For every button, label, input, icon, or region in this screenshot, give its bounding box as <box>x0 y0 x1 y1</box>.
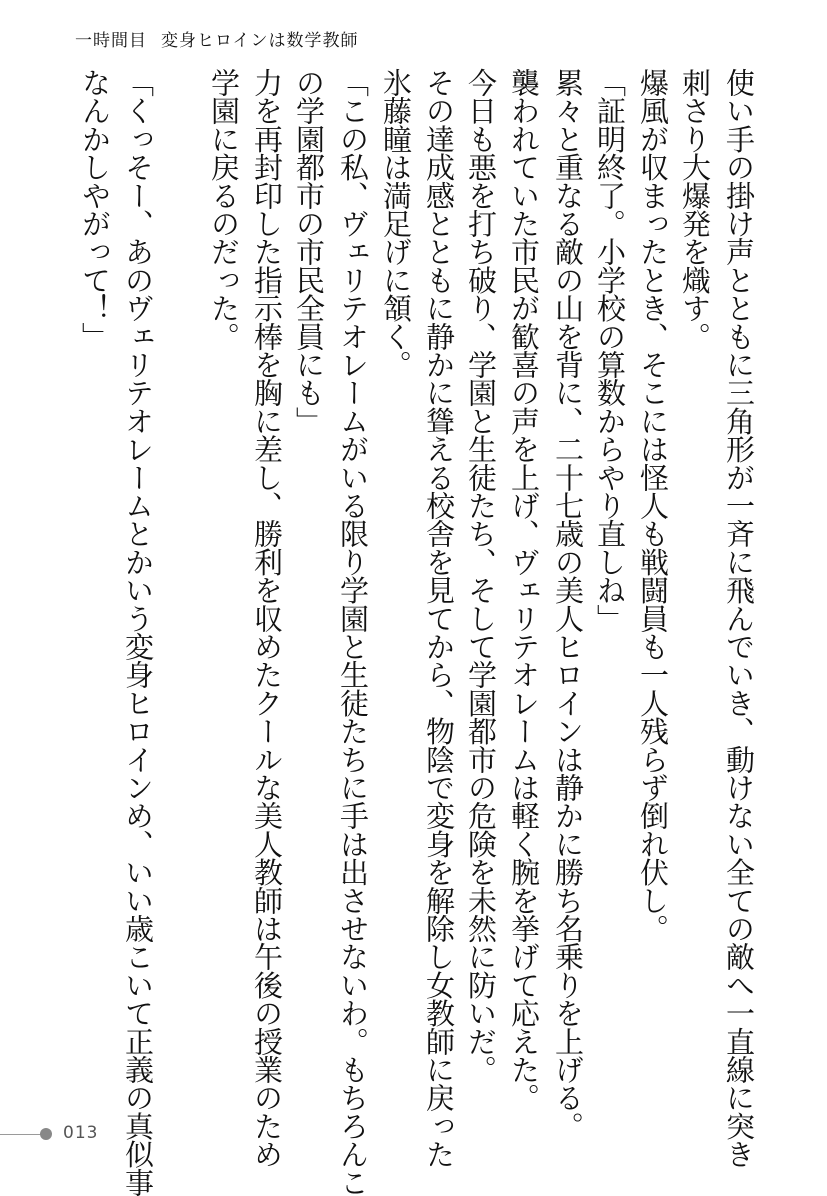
book-title: 変身ヒロインは数学教師 <box>161 31 359 51</box>
page-number: 013 <box>63 1123 99 1143</box>
text-line: その達成感とともに静かに聳える校舎を見てから、物陰で変身を解除し女教師に戻った <box>422 68 456 1168</box>
text-line: 刺さり大爆発を熾す。 <box>678 68 712 351</box>
chapter-label: 一時間目 <box>75 31 147 51</box>
text-line: の学園都市の市民全員にも」 <box>292 68 326 435</box>
text-line: 「くっそー、あのヴェリテオレームとかいう変身ヒロインめ、いい歳こいて正義の真似事 <box>121 68 155 1196</box>
text-line: 使い手の掛け声とともに三角形が一斉に飛んでいき、動けない全ての敵へ一直線に突き <box>722 68 756 1168</box>
text-line: 襲われていた市民が歓喜の声を上げ、ヴェリテオレームは軽く腕を挙げて応えた。 <box>507 68 541 1112</box>
text-line: 今日も悪を打ち破り、学園と生徒たち、そして学園都市の危険を未然に防いだ。 <box>464 68 498 1084</box>
text-line: 爆風が収まったとき、そこには怪人も戦闘員も一人残らず倒れ伏し。 <box>636 68 670 943</box>
text-line: 「証明終了。小学校の算数からやり直しね」 <box>593 68 627 633</box>
footer-rule <box>0 1134 42 1135</box>
footer-dot-icon <box>40 1128 52 1140</box>
text-line: なんかしやがって！」 <box>78 68 112 351</box>
running-head <box>75 26 359 51</box>
text-line: 「この私、ヴェリテオレームがいる限り学園と生徒たちに手は出させないわ。もちろんこ <box>336 68 370 1196</box>
text-line: 氷藤瞳は満足げに頷く。 <box>379 68 413 379</box>
text-line: 力を再封印した指示棒を胸に差し、勝利を収めたクールな美人教師は午後の授業のため <box>250 68 284 1168</box>
text-line: 累々と重なる敵の山を背に、二十七歳の美人ヒロインは静かに勝ち名乗りを上げる。 <box>551 68 585 1140</box>
text-line: 学園に戻るのだった。 <box>207 68 241 351</box>
